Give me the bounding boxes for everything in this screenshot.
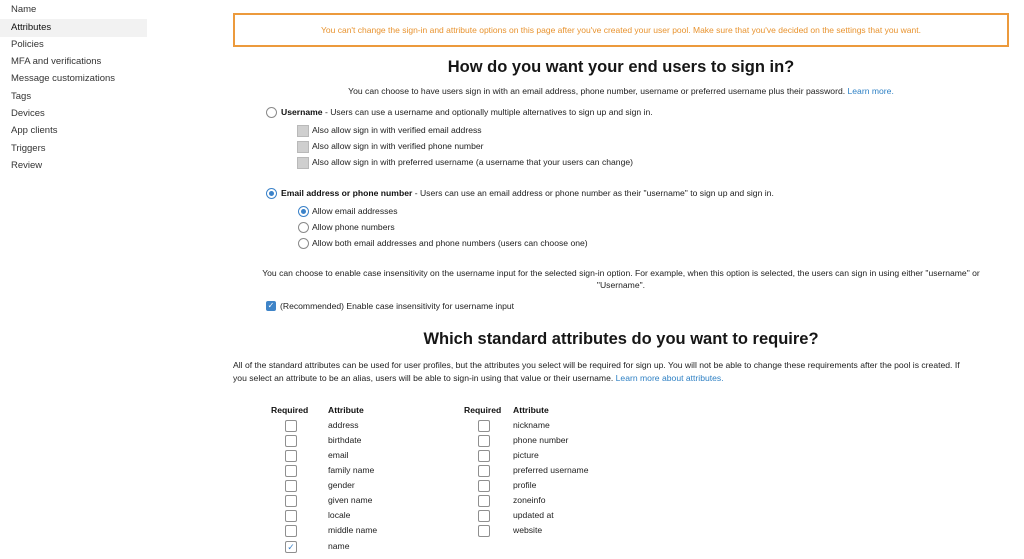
sidebar-item-mfa-and-verifications[interactable]: MFA and verifications xyxy=(11,56,102,67)
username-desc: - Users can use a username and optionally multiple alternatives to sign up and sign in. xyxy=(322,107,653,117)
allow-phone-radio[interactable] xyxy=(298,222,309,233)
attributes-desc-line2-wrap xyxy=(233,372,1023,385)
attribute-label-picture: picture xyxy=(513,450,539,460)
attribute-label-preferred-username: preferred username xyxy=(513,465,589,475)
username-title: Username xyxy=(281,107,323,117)
verified-phone-label: Also allow sign in with verified phone number xyxy=(312,141,484,151)
email-phone-option-label xyxy=(281,188,774,198)
case-insensitivity-text-line2: "Username". xyxy=(596,280,646,290)
case-insensitivity-checkbox[interactable] xyxy=(266,301,276,311)
sidebar-item-attributes[interactable]: Attributes xyxy=(0,19,147,37)
signin-heading: How do you want your end users to sign in? xyxy=(447,58,795,76)
sidebar-item-app-clients[interactable]: App clients xyxy=(11,125,58,136)
required-checkbox-phone-number[interactable] xyxy=(478,435,490,447)
allow-email-label: Allow email addresses xyxy=(312,206,398,216)
required-checkbox-address[interactable] xyxy=(285,420,297,432)
attribute-label-website: website xyxy=(513,525,543,535)
right-required-header: Required xyxy=(464,405,502,415)
required-checkbox-family-name[interactable] xyxy=(285,465,297,477)
case-insensitivity-text-line1: You can choose to enable case insensitivity on the username input for the selected sign-in option. For example, when this option is selected, the users can sign in using either "username" or xyxy=(262,268,980,278)
attribute-label-phone-number: phone number xyxy=(513,435,569,445)
required-checkbox-profile[interactable] xyxy=(478,480,490,492)
username-option-label xyxy=(281,107,653,117)
attribute-label-locale: locale xyxy=(328,510,351,520)
sidebar-item-name[interactable]: Name xyxy=(11,4,37,15)
left-attribute-header: Attribute xyxy=(328,405,364,415)
sidebar-item-policies[interactable]: Policies xyxy=(11,39,44,50)
required-checkbox-gender[interactable] xyxy=(285,480,297,492)
left-required-header: Required xyxy=(271,405,309,415)
attributes-heading: Which standard attributes do you want to require? xyxy=(423,330,819,348)
attribute-label-birthdate: birthdate xyxy=(328,435,362,445)
required-checkbox-given-name[interactable] xyxy=(285,495,297,507)
check-icon: ✓ xyxy=(267,301,275,310)
attribute-label-nickname: nickname xyxy=(513,420,550,430)
sidebar-item-review[interactable]: Review xyxy=(11,160,43,171)
attribute-label-name: name xyxy=(328,541,350,551)
attribute-label-gender: gender xyxy=(328,480,355,490)
attributes-desc-line2: you select an attribute to be an alias, users will be able to sign-in using that value or their username. xyxy=(233,372,614,383)
attributes-desc-line1: All of the standard attributes can be used for user profiles, but the attributes you select will be required for sign up. You will not be able to change these requirements after the pool is created. If xyxy=(233,360,960,370)
sidebar-item-triggers[interactable]: Triggers xyxy=(11,143,46,154)
sidebar-item-tags[interactable]: Tags xyxy=(11,91,32,102)
allow-email-radio[interactable] xyxy=(298,206,309,217)
preferred-username-checkbox[interactable] xyxy=(297,157,309,169)
sidebar-item-message-customizations[interactable]: Message customizations xyxy=(11,73,116,84)
attribute-label-zoneinfo: zoneinfo xyxy=(513,495,546,505)
verified-email-label: Also allow sign in with verified email address xyxy=(312,125,482,135)
verified-phone-checkbox[interactable] xyxy=(297,141,309,153)
verified-email-checkbox[interactable] xyxy=(297,125,309,137)
email-phone-radio[interactable] xyxy=(266,188,277,199)
required-checkbox-picture[interactable] xyxy=(478,450,490,462)
allow-both-radio[interactable] xyxy=(298,238,309,249)
required-checkbox-updated-at[interactable] xyxy=(478,510,490,522)
case-insensitivity-label: (Recommended) Enable case insensitivity for username input xyxy=(280,301,515,311)
warning-text: You can't change the sign-in and attribute options on this page after you've created your user pool. Make sure that you've decided on the settings that you want. xyxy=(321,25,921,35)
required-checkbox-nickname[interactable] xyxy=(478,420,490,432)
signin-learn-more-link[interactable]: Learn more. xyxy=(847,86,894,96)
allow-phone-label: Allow phone numbers xyxy=(312,222,395,232)
preferred-username-label: Also allow sign in with preferred username (a username that your users can change) xyxy=(312,157,633,167)
email-phone-title: Email address or phone number xyxy=(281,188,413,198)
required-checkbox-website[interactable] xyxy=(478,525,490,537)
required-checkbox-middle-name[interactable] xyxy=(285,525,297,537)
attribute-label-address: address xyxy=(328,420,359,430)
required-checkbox-birthdate[interactable] xyxy=(285,435,297,447)
attribute-label-email: email xyxy=(328,450,349,460)
warning-banner xyxy=(233,13,1009,47)
attributes-learn-more-link[interactable]: Learn more about attributes. xyxy=(615,372,724,383)
required-checkbox-name[interactable] xyxy=(285,541,297,553)
attribute-label-middle-name: middle name xyxy=(328,525,378,535)
allow-both-label: Allow both email addresses and phone numbers (users can choose one) xyxy=(312,238,588,248)
attribute-label-given-name: given name xyxy=(328,495,373,505)
required-checkbox-email[interactable] xyxy=(285,450,297,462)
attributes-description xyxy=(233,359,1023,384)
username-radio[interactable] xyxy=(266,107,277,118)
signin-intro xyxy=(233,86,1009,96)
attribute-label-family-name: family name xyxy=(328,465,375,475)
required-checkbox-locale[interactable] xyxy=(285,510,297,522)
signin-intro-text: You can choose to have users sign in with an email address, phone number, username or preferred username plus their password. xyxy=(348,86,846,96)
sidebar xyxy=(0,0,147,559)
email-phone-desc: - Users can use an email address or phone number as their "username" to sign up and sign in. xyxy=(412,188,774,198)
check-icon: ✓ xyxy=(287,542,295,552)
attribute-label-profile: profile xyxy=(513,480,537,490)
required-checkbox-zoneinfo[interactable] xyxy=(478,495,490,507)
right-attribute-header: Attribute xyxy=(513,405,549,415)
required-checkbox-preferred-username[interactable] xyxy=(478,465,490,477)
sidebar-item-devices[interactable]: Devices xyxy=(11,108,45,119)
attribute-label-updated-at: updated at xyxy=(513,510,554,520)
